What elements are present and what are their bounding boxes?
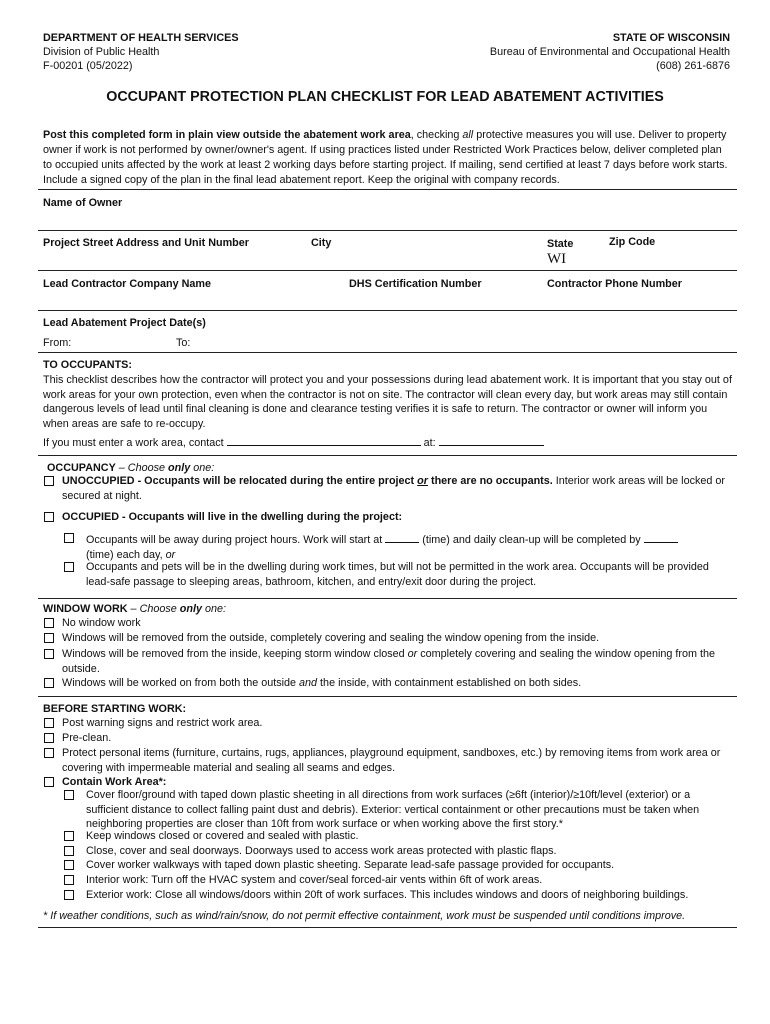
occupants-text: This checklist describes how the contractor will protect you and your possessions during lead abatement work. It is important that you stay out of work areas for your own protection, even when the contractor is not on site. The contractor will clean every day, but work areas may still contain dangerous levels of lead until final cleaning is done and clearance testing verifies it is safe to return. The contractor or owner will inform you when areas are safe to re-occupy. <box>43 374 732 430</box>
unoccupied-text <box>62 474 734 503</box>
away-checkbox[interactable] <box>64 533 74 543</box>
hvac-text: Interior work: Turn off the HVAC system and cover/seal forced-air vents within 6ft of work areas. <box>86 874 543 886</box>
window-option-both <box>44 676 734 691</box>
window-outside-text: Windows will be removed from the outside, completely covering and sealing the window opening from the inside. <box>62 632 600 644</box>
preclean-checkbox[interactable] <box>44 733 54 743</box>
state-label: State <box>547 238 574 250</box>
contact-label: If you must enter a work area, contact <box>43 437 224 449</box>
protect-checkbox[interactable] <box>44 748 54 758</box>
to-label: To: <box>176 337 191 349</box>
window-option-inside <box>44 647 734 676</box>
intro-bold: Post this completed form in plain view outside the abatement work area <box>43 129 411 141</box>
doorways-checkbox[interactable] <box>64 846 74 856</box>
contact-at-label: at: <box>423 437 436 449</box>
exterior-text: Exterior work: Close all windows/doors within 20ft of work surfaces. This includes windows and doors of neighboring buildings. <box>86 889 689 901</box>
contact-phone-field[interactable] <box>439 434 544 446</box>
signs-checkbox[interactable] <box>44 718 54 728</box>
away-option <box>64 531 734 562</box>
occupancy-heading <box>47 461 214 475</box>
contractor-label: Lead Contractor Company Name <box>43 278 211 290</box>
form-number: F-00201 (05/2022) <box>43 60 133 72</box>
contact-line <box>43 434 544 450</box>
cover-floor-checkbox[interactable] <box>64 790 74 800</box>
occupants-heading: TO OCCUPANTS: <box>43 359 132 371</box>
away-c: (time) each day, <box>86 548 166 561</box>
zip-label: Zip Code <box>609 236 656 248</box>
away-text <box>86 531 678 562</box>
window-inside-checkbox[interactable] <box>44 649 54 659</box>
contractor-phone-label: Contractor Phone Number <box>547 278 682 290</box>
owner-label: Name of Owner <box>43 197 123 209</box>
header-right <box>490 31 730 73</box>
unoccupied-option <box>44 474 734 503</box>
window-both-checkbox[interactable] <box>44 678 54 688</box>
win4-a: Windows will be worked on from both the outside <box>62 677 300 689</box>
occupancy-title: OCCUPANCY <box>47 462 116 474</box>
divider <box>38 455 737 456</box>
window-inside-text <box>62 647 734 676</box>
window-none-text: No window work <box>62 617 141 629</box>
window-choose-b: one: <box>201 603 226 615</box>
unoccupied-checkbox[interactable] <box>44 476 54 486</box>
win3-or: or <box>407 648 418 660</box>
before-heading: BEFORE STARTING WORK: <box>43 703 187 715</box>
from-label: From: <box>43 337 72 349</box>
exterior-checkbox[interactable] <box>64 890 74 900</box>
divider <box>38 189 737 190</box>
walkways-checkbox[interactable] <box>64 860 74 870</box>
page-title: OCCUPANT PROTECTION PLAN CHECKLIST FOR LEAD ABATEMENT ACTIVITIES <box>106 89 664 105</box>
dhs-label: DHS Certification Number <box>349 278 482 290</box>
window-both-text <box>62 676 581 691</box>
window-only: only <box>179 603 202 615</box>
divider <box>38 230 737 231</box>
unocc-or: or <box>417 475 428 487</box>
divider <box>38 310 737 311</box>
window-outside-checkbox[interactable] <box>44 633 54 643</box>
bureau-name: Bureau of Environmental and Occupational Health <box>489 46 730 58</box>
cleanup-time-field[interactable] <box>644 531 678 543</box>
occupied-checkbox[interactable] <box>44 512 54 522</box>
before-item <box>44 731 734 746</box>
windows-closed-checkbox[interactable] <box>64 831 74 841</box>
signs-text: Post warning signs and restrict work area. <box>62 717 263 729</box>
address-label: Project Street Address and Unit Number <box>43 237 249 249</box>
in-dwelling-option <box>64 560 734 589</box>
divider <box>38 696 737 697</box>
contain-sub-item <box>64 829 734 844</box>
cover-floor-text: Cover floor/ground with taped down plastic sheeting in all directions from work surfaces (≥6ft (interior)/≥10ft/level (exterior) or a sufficient distance to collect falling paint dust and debris). Exterior: vertical containment or other precautions must be taken when neighboring properties are closer than 10ft from work surface or when working above the first story.* <box>86 789 700 830</box>
contain-sub-item <box>64 788 734 832</box>
contain-sub-item <box>64 873 734 888</box>
window-heading <box>43 602 226 616</box>
choose-b: one: <box>190 462 215 474</box>
preclean-text: Pre-clean. <box>62 732 112 744</box>
occupied-option <box>44 510 734 525</box>
intro-all: all <box>462 129 474 141</box>
before-item <box>44 716 734 731</box>
away-a: Occupants will be away during project hours. Work will start at <box>86 534 383 546</box>
contact-name-field[interactable] <box>227 434 421 446</box>
in-dwelling-text: Occupants and pets will be in the dwelling during work times, but will not be permitted in the work area. Occupants will be provided lead-safe passage to sleeping areas, bathroom, kitchen, and entry/exit door during the project. <box>86 561 709 588</box>
win4-and: and <box>299 677 318 689</box>
intro-mid: , checking <box>410 129 463 141</box>
header-left <box>43 31 239 73</box>
away-b: (time) and daily clean-up will be completed by <box>422 534 641 546</box>
occupied-text: OCCUPIED - Occupants will live in the dwelling during the project: <box>62 511 403 523</box>
in-dwelling-checkbox[interactable] <box>64 562 74 572</box>
divider <box>38 598 737 599</box>
divider <box>38 352 737 353</box>
walkways-text: Cover worker walkways with taped down plastic sheeting. Separate lead-safe passage provided for occupants. <box>86 859 615 871</box>
intro-paragraph <box>43 128 733 188</box>
bureau-phone: (608) 261-6876 <box>656 60 730 72</box>
window-option-none <box>44 616 734 631</box>
intro-rest: protective measures you will use. Deliver to property owner if work is not performed by owner/owner's agent. If using practices listed under Restricted Work Practices below, deliver completed plan to occupied units affected by the work at least 2 working days before starting project. If mailing, send certified at least 7 days before work starts. Include a signed copy of the plan in the final lead abatement report. Keep the original with company records. <box>43 129 728 186</box>
contain-sub-item <box>64 888 734 903</box>
window-title: WINDOW WORK <box>43 603 128 615</box>
window-choose-a: – Choose <box>127 603 180 615</box>
unocc-bold: UNOCCUPIED - Occupants will be relocated during the entire project <box>62 475 418 487</box>
owner-field[interactable] <box>220 194 730 222</box>
divider <box>38 927 737 928</box>
unocc-rest: Interior work areas will be locked or secured at night. <box>62 475 725 502</box>
contain-sub-item <box>64 844 734 859</box>
protect-text: Protect personal items (furniture, curtains, rugs, appliances, playground equipment, sandboxes, etc.) by removing items from work area or covering with impermeable material and sealing all seams and edges. <box>62 747 721 774</box>
away-or: or <box>165 548 176 561</box>
before-item <box>44 746 734 775</box>
window-option-outside <box>44 631 734 646</box>
contain-text: Contain Work Area*: <box>62 776 167 788</box>
division-name: Division of Public Health <box>43 46 160 58</box>
city-label: City <box>311 237 332 249</box>
start-time-field[interactable] <box>385 531 419 543</box>
win3-b: completely covering and sealing the window opening from the outside. <box>62 648 715 675</box>
win4-b: the inside, with containment established on both sides. <box>317 677 582 689</box>
state-name: STATE OF WISCONSIN <box>612 32 730 44</box>
win3-a: Windows will be removed from the inside, keeping storm window closed <box>62 648 408 660</box>
footnote: * If weather conditions, such as wind/rain/snow, do not permit effective containment, work must be suspended until conditions improve. <box>43 910 686 922</box>
contain-sub-item <box>64 858 734 873</box>
divider <box>38 270 737 271</box>
contain-checkbox[interactable] <box>44 777 54 787</box>
windows-closed-text: Keep windows closed or covered and sealed with plastic. <box>86 830 359 842</box>
choose-a: – Choose <box>115 462 169 474</box>
state-value[interactable]: WI <box>547 251 567 267</box>
dates-label: Lead Abatement Project Date(s) <box>43 317 206 329</box>
hvac-checkbox[interactable] <box>64 875 74 885</box>
window-none-checkbox[interactable] <box>44 618 54 628</box>
doorways-text: Close, cover and seal doorways. Doorways used to access work areas protected with plastic flaps. <box>86 845 557 857</box>
department-name: DEPARTMENT OF HEALTH SERVICES <box>43 32 239 44</box>
choose-only: only <box>168 462 191 474</box>
unocc-bold-b: there are no occupants. <box>427 475 553 487</box>
